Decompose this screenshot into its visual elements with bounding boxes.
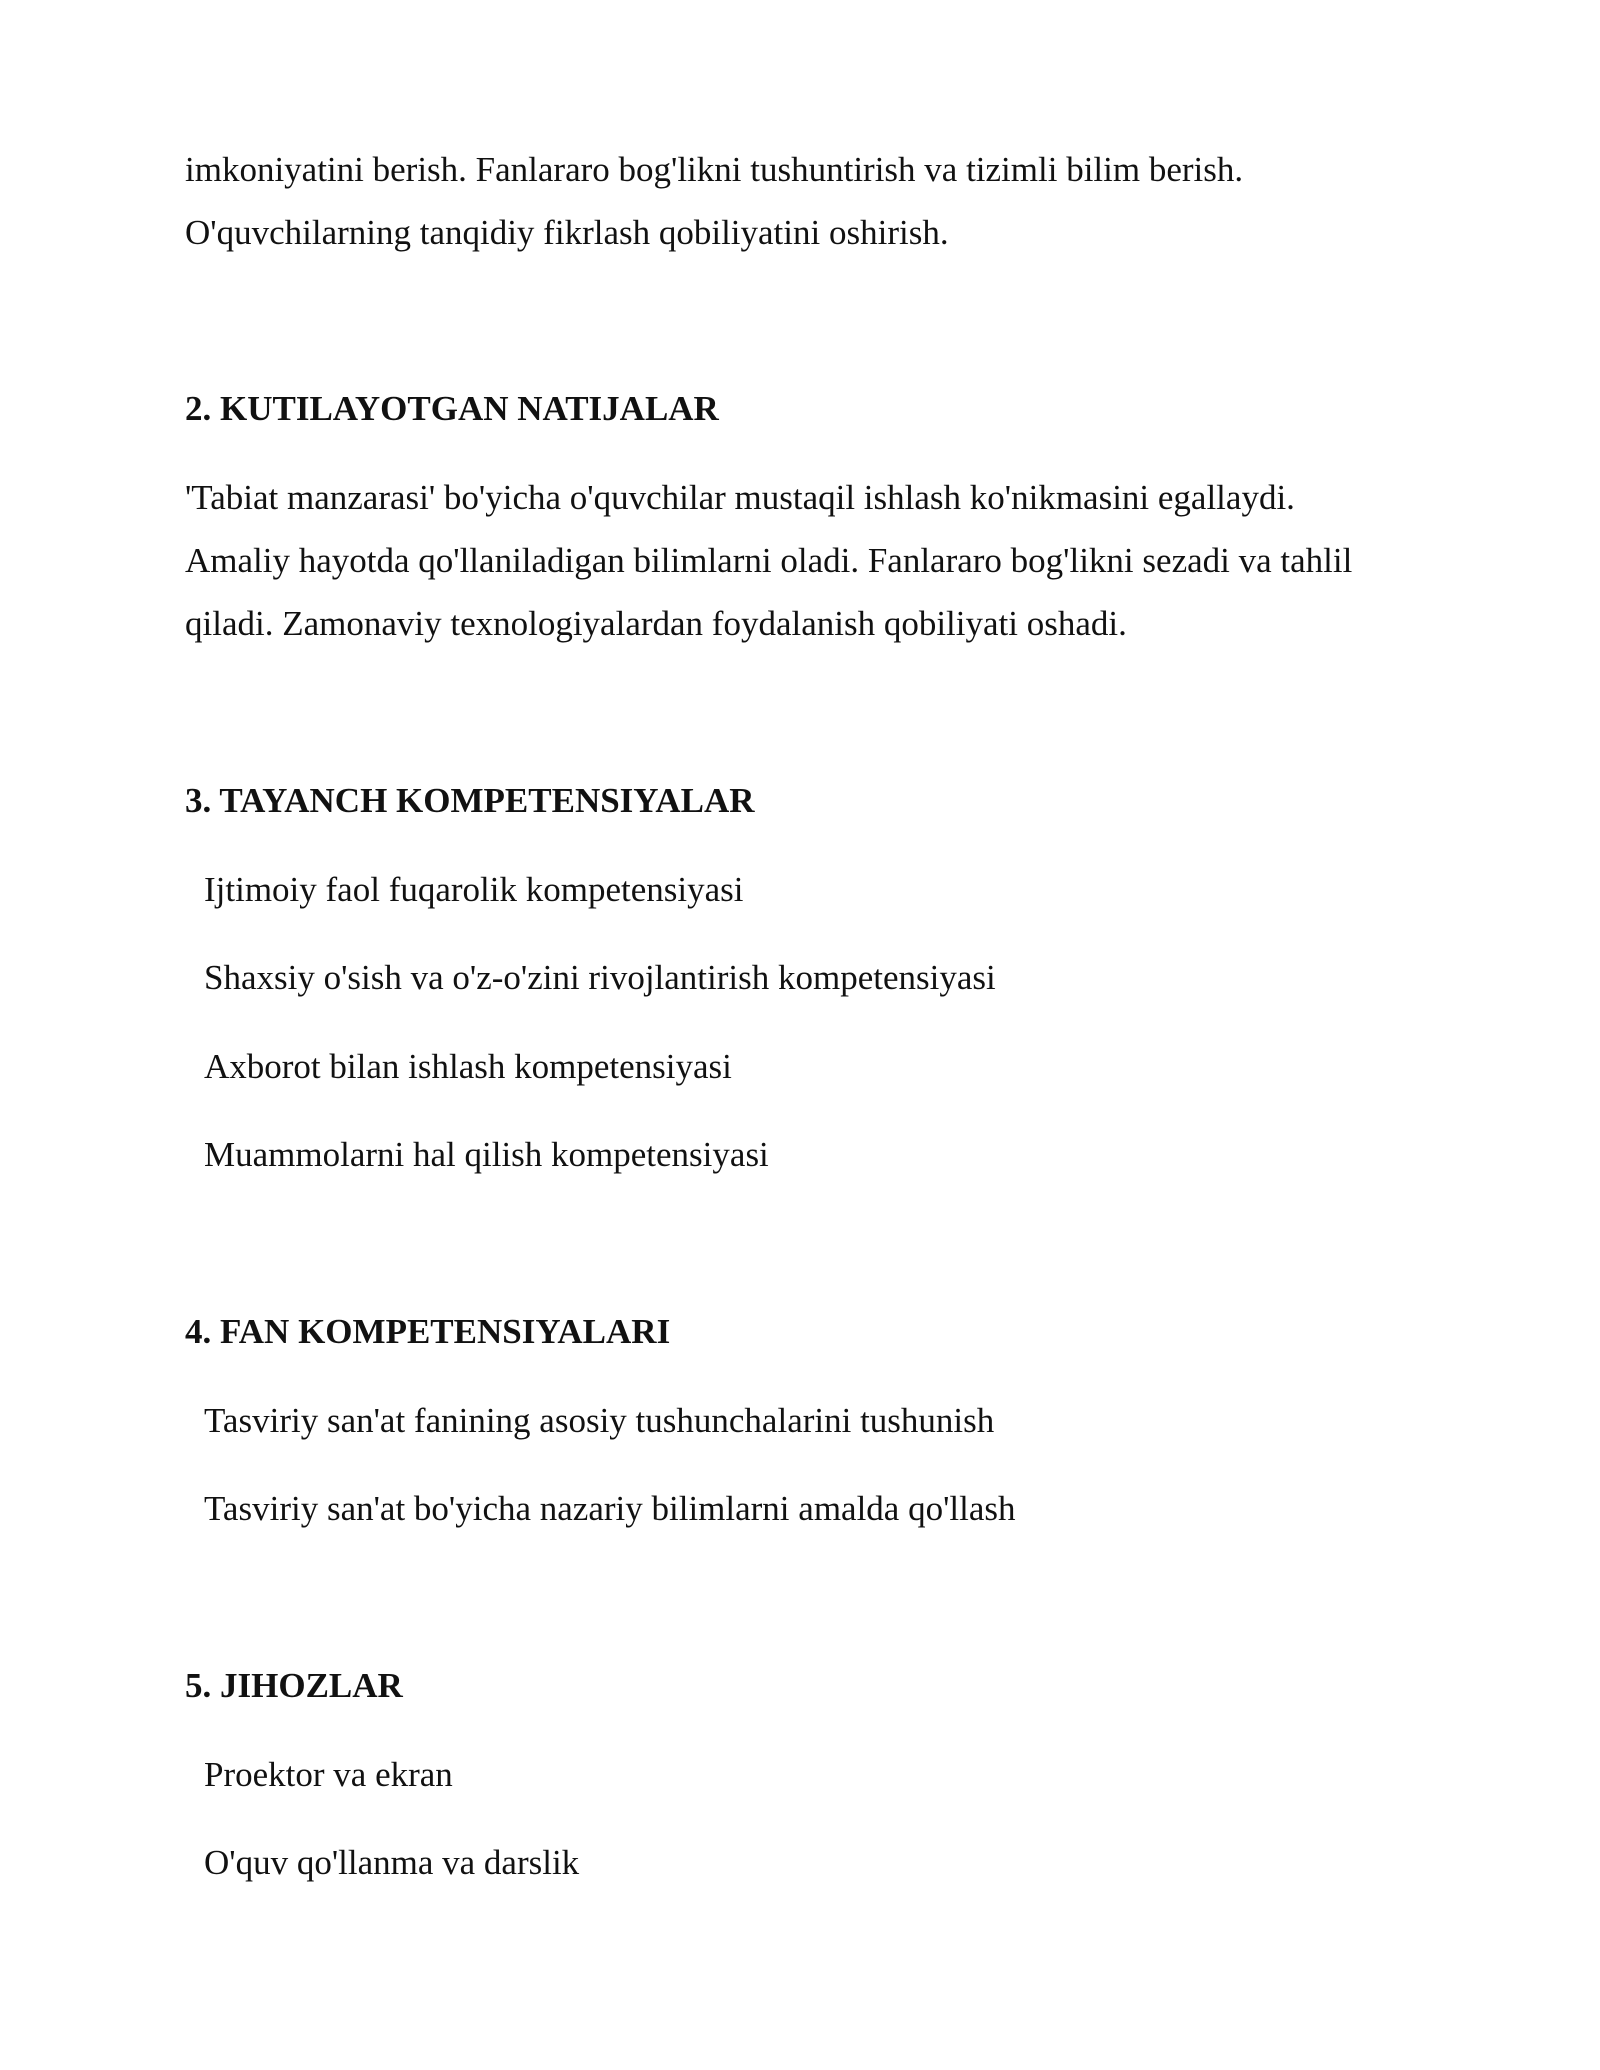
list-item: Ijtimoiy faol fuqarolik kompetensiyasi (204, 870, 744, 909)
list-item: Tasviriy san'at bo'yicha nazariy bilimlarni amalda qo'llash (204, 1489, 1016, 1528)
paragraph-line: imkoniyatini berish. Fanlararo bog'likni tushuntirish va tizimli bilim berish. (185, 150, 1244, 189)
list-item: Muammolarni hal qilish kompetensiyasi (204, 1135, 769, 1174)
paragraph-line: qiladi. Zamonaviy texnologiyalardan foydalanish qobiliyati oshadi. (185, 604, 1127, 643)
list-item: Tasviriy san'at fanining asosiy tushunchalarini tushunish (204, 1401, 995, 1440)
paragraph-line: 'Tabiat manzarasi' bo'yicha o'quvchilar mustaqil ishlash ko'nikmasini egallaydi. (185, 478, 1295, 517)
paragraph-line: O'quvchilarning tanqidiy fikrlash qobiliyatini oshirish. (185, 213, 949, 252)
list-item: O'quv qo'llanma va darslik (204, 1843, 580, 1882)
list-item: Proektor va ekran (204, 1755, 453, 1794)
paragraph-line: Amaliy hayotda qo'llaniladigan bilimlarni oladi. Fanlararo bog'likni sezadi va tahlil (185, 541, 1353, 580)
list-item: Axborot bilan ishlash kompetensiyasi (204, 1047, 732, 1086)
section-heading: 4. FAN KOMPETENSIYALARI (185, 1312, 671, 1351)
section-heading: 3. TAYANCH KOMPETENSIYALAR (185, 781, 755, 820)
section-heading: 2. KUTILAYOTGAN NATIJALAR (185, 389, 719, 428)
section-heading: 5. JIHOZLAR (185, 1666, 403, 1705)
list-item: Shaxsiy o'sish va o'z-o'zini rivojlantirish kompetensiyasi (204, 958, 996, 997)
